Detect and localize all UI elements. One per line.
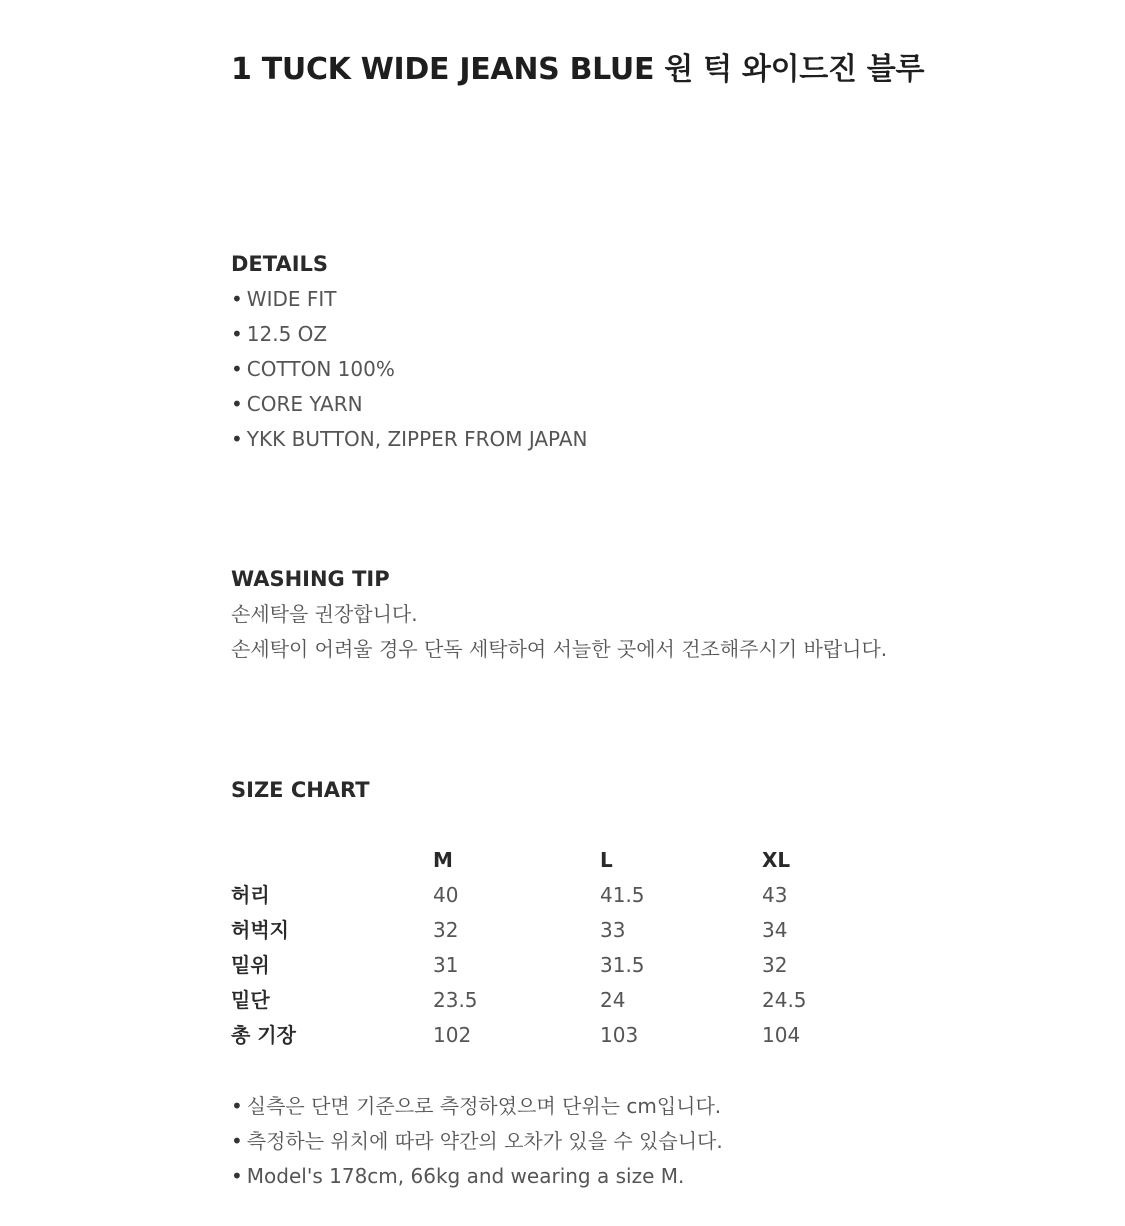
measurement-value: 31 xyxy=(433,953,459,977)
size-chart-header-row xyxy=(231,843,882,878)
size-column-header: L xyxy=(600,848,613,872)
measurement-label: 허리 xyxy=(231,883,270,907)
table-row xyxy=(231,913,882,948)
size-note: • 실측은 단면 기준으로 측정하였으며 단위는 cm입니다. xyxy=(231,1089,723,1124)
details-list xyxy=(231,282,587,457)
details-item: • CORE YARN xyxy=(231,387,587,422)
measurement-value: 102 xyxy=(433,1023,472,1047)
washing-line: 손세탁을 권장합니다. xyxy=(231,602,418,626)
details-item: • COTTON 100% xyxy=(231,352,587,387)
measurement-value: 43 xyxy=(762,883,788,907)
details-heading: DETAILS xyxy=(231,252,329,276)
size-notes-list xyxy=(231,1089,723,1194)
details-item: • WIDE FIT xyxy=(231,282,587,317)
measurement-value: 41.5 xyxy=(600,883,645,907)
size-chart-heading: SIZE CHART xyxy=(231,778,370,802)
measurement-value: 34 xyxy=(762,918,788,942)
table-row xyxy=(231,983,882,1018)
size-note: • Model's 178cm, 66kg and wearing a size M. xyxy=(231,1159,723,1194)
washing-line: 손세탁이 어려울 경우 단독 세탁하여 서늘한 곳에서 건조해주시기 바랍니다. xyxy=(231,637,888,661)
table-row xyxy=(231,1018,882,1053)
measurement-value: 24 xyxy=(600,988,626,1012)
measurement-value: 40 xyxy=(433,883,459,907)
size-column-header: XL xyxy=(762,848,791,872)
measurement-value: 23.5 xyxy=(433,988,478,1012)
measurement-value: 32 xyxy=(433,918,459,942)
size-chart-table xyxy=(231,843,882,1053)
table-row xyxy=(231,878,882,913)
table-row xyxy=(231,948,882,983)
measurement-value: 24.5 xyxy=(762,988,807,1012)
measurement-value: 31.5 xyxy=(600,953,645,977)
measurement-value: 104 xyxy=(762,1023,801,1047)
measurement-label: 총 기장 xyxy=(231,1023,296,1047)
measurement-label: 밑위 xyxy=(231,953,270,977)
size-column-header: M xyxy=(433,848,453,872)
measurement-value: 33 xyxy=(600,918,626,942)
measurement-label: 허벅지 xyxy=(231,918,289,942)
product-title: 1 TUCK WIDE JEANS BLUE 원 턱 와이드진 블루 xyxy=(231,52,925,87)
size-note: • 측정하는 위치에 따라 약간의 오차가 있을 수 있습니다. xyxy=(231,1124,723,1159)
washing-list xyxy=(231,597,887,667)
size-chart-corner-cell xyxy=(231,843,433,878)
measurement-label: 밑단 xyxy=(231,988,270,1012)
washing-heading: WASHING TIP xyxy=(231,567,390,591)
measurement-value: 32 xyxy=(762,953,788,977)
details-item: • 12.5 OZ xyxy=(231,317,587,352)
details-item: • YKK BUTTON, ZIPPER FROM JAPAN xyxy=(231,422,587,457)
measurement-value: 103 xyxy=(600,1023,639,1047)
